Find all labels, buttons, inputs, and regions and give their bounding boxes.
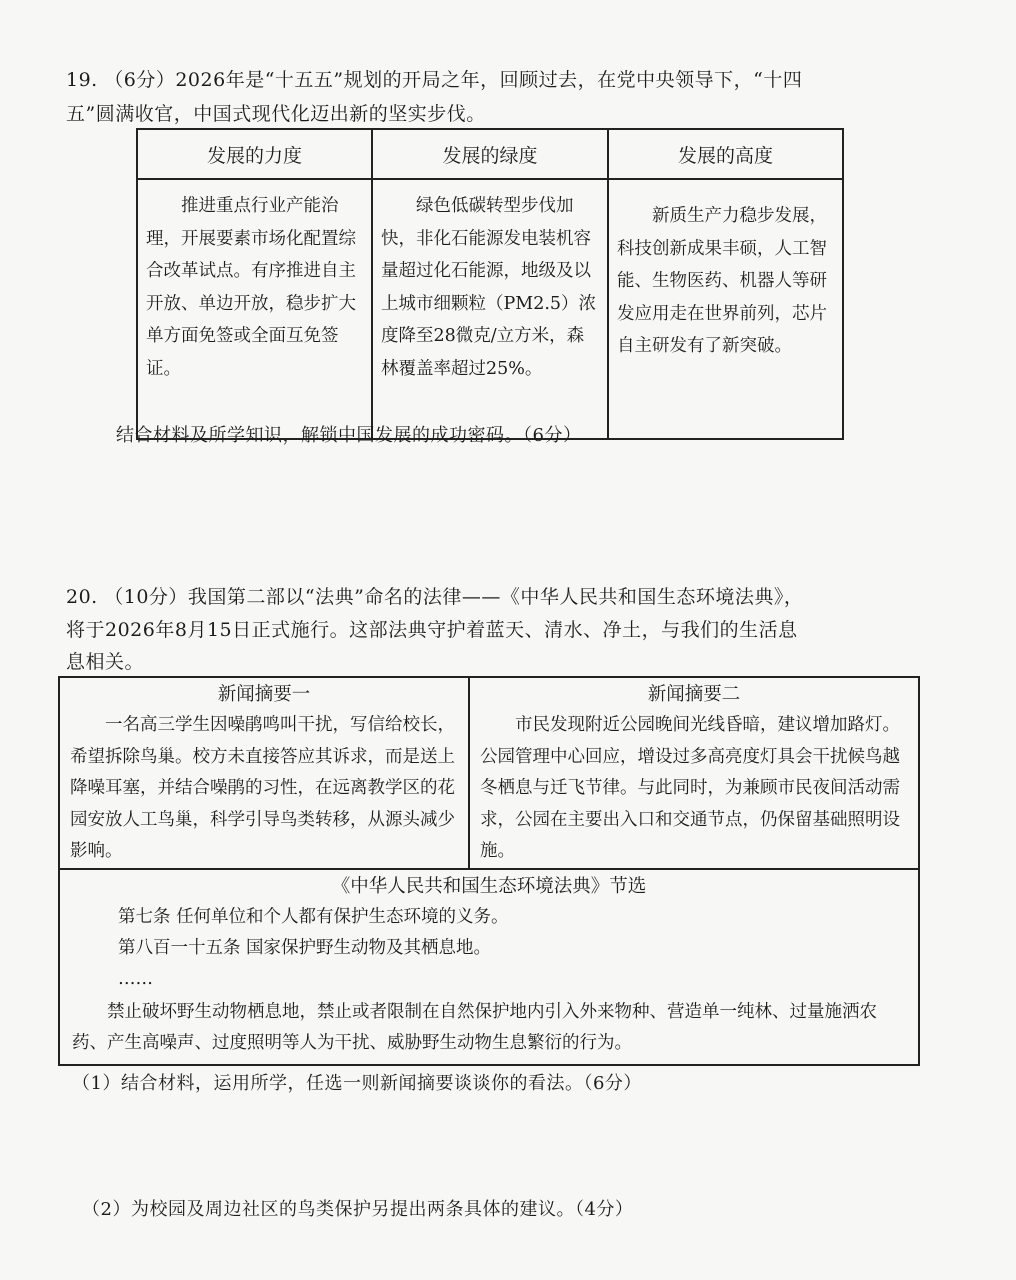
q19-header-green: 发展的绿度: [372, 129, 608, 179]
q19-stem-line1: 19. （6分）2026年是“十五五”规划的开局之年，回顾过去，在党中央领导下，“十四: [66, 69, 803, 91]
news-summary-2-title: 新闻摘要二: [647, 684, 741, 705]
q20-stem-line2: 将于2026年8月15日正式施行。这部法典守护着蓝天、清水、净土，与我们的生活息: [66, 619, 798, 641]
law-prohibition-paragraph: 禁止破坏野生动物栖息地，禁止或者限制在自然保护地内引入外来物种、营造单一纯林、过量施洒农药、产生高噪声、过度照明等人为干扰、威胁野生动物生息繁衍的行为。: [72, 1002, 877, 1053]
q19-cell-height-text: 新质生产力稳步发展，科技创新成果丰硕，人工智能、生物医药、机器人等研发应用走在世界前列，芯片自主研发有了新突破。: [617, 206, 827, 356]
q19-cell-strength: [137, 179, 372, 439]
news-summary-2-body: 市民发现附近公园晚间光线昏暗，建议增加路灯。公园管理中心回应，增设过多高亮度灯具会干扰候鸟越冬栖息与迁飞节律。与此同时，为兼顾市民夜间活动需求，公园在主要出入口和交通节点，仍保留基础照明设施。: [480, 715, 900, 861]
q20-subquestion-1: （1）结合材料，运用所学，任选一则新闻摘要谈谈你的看法。（6分）: [72, 1073, 642, 1094]
q19-header-height: 发展的高度: [608, 129, 843, 179]
q20-stem-line3: 息相关。: [66, 651, 145, 673]
law-excerpt-box: [58, 868, 920, 1066]
q19-cell-strength-text: 推进重点行业产能治理，开展要素市场化配置综合改革试点。有序推进自主开放、单边开放，稳步扩大单方面免签或全面互免签证。: [146, 196, 356, 379]
law-article-815: 第八百一十五条 国家保护野生动物及其栖息地。: [118, 938, 492, 958]
law-article-7: 第七条 任何单位和个人都有保护生态环境的义务。: [118, 907, 509, 927]
q19-cell-green: [372, 179, 608, 439]
law-excerpt-title: 《中华人民共和国生态环境法典》节选: [331, 876, 647, 897]
q20-stem-line1: 20. （10分）我国第二部以“法典”命名的法律——《中华人民共和国生态环境法典》，: [66, 586, 804, 608]
q19-prompt: 结合材料及所学知识，解锁中国发展的成功密码。（6分）: [116, 425, 582, 446]
q19-table-header-row: [137, 129, 843, 179]
news-summary-1-body: 一名高三学生因噪鹃鸣叫干扰，写信给校长，希望拆除鸟巢。校方未直接答应其诉求，而是送上降噪耳塞，并结合噪鹃的习性，在远离教学区的花园安放人工鸟巢，科学引导鸟类转移，从源头减少影响。: [70, 715, 455, 861]
q19-stem-line2: 五”圆满收官，中国式现代化迈出新的坚实步伐。: [66, 103, 486, 125]
news-summary-1-box: [58, 676, 470, 870]
q19-table-body-row: [137, 179, 843, 439]
q19-table: [136, 128, 844, 440]
q19-cell-green-text: 绿色低碳转型步伐加快，非化石能源发电装机容量超过化石能源，地级及以上城市细颗粒（PM2.5）浓度降至28微克/立方米，森林覆盖率超过25%。: [381, 196, 597, 379]
q20-subquestion-2: （2）为校园及周边社区的鸟类保护另提出两条具体的建议。（4分）: [82, 1199, 634, 1220]
news-summary-2-box: [468, 676, 920, 870]
news-summary-1-title: 新闻摘要一: [217, 684, 311, 705]
q19-header-strength: 发展的力度: [137, 129, 372, 179]
law-ellipsis: ……: [118, 969, 153, 989]
q19-cell-height: [608, 179, 843, 439]
